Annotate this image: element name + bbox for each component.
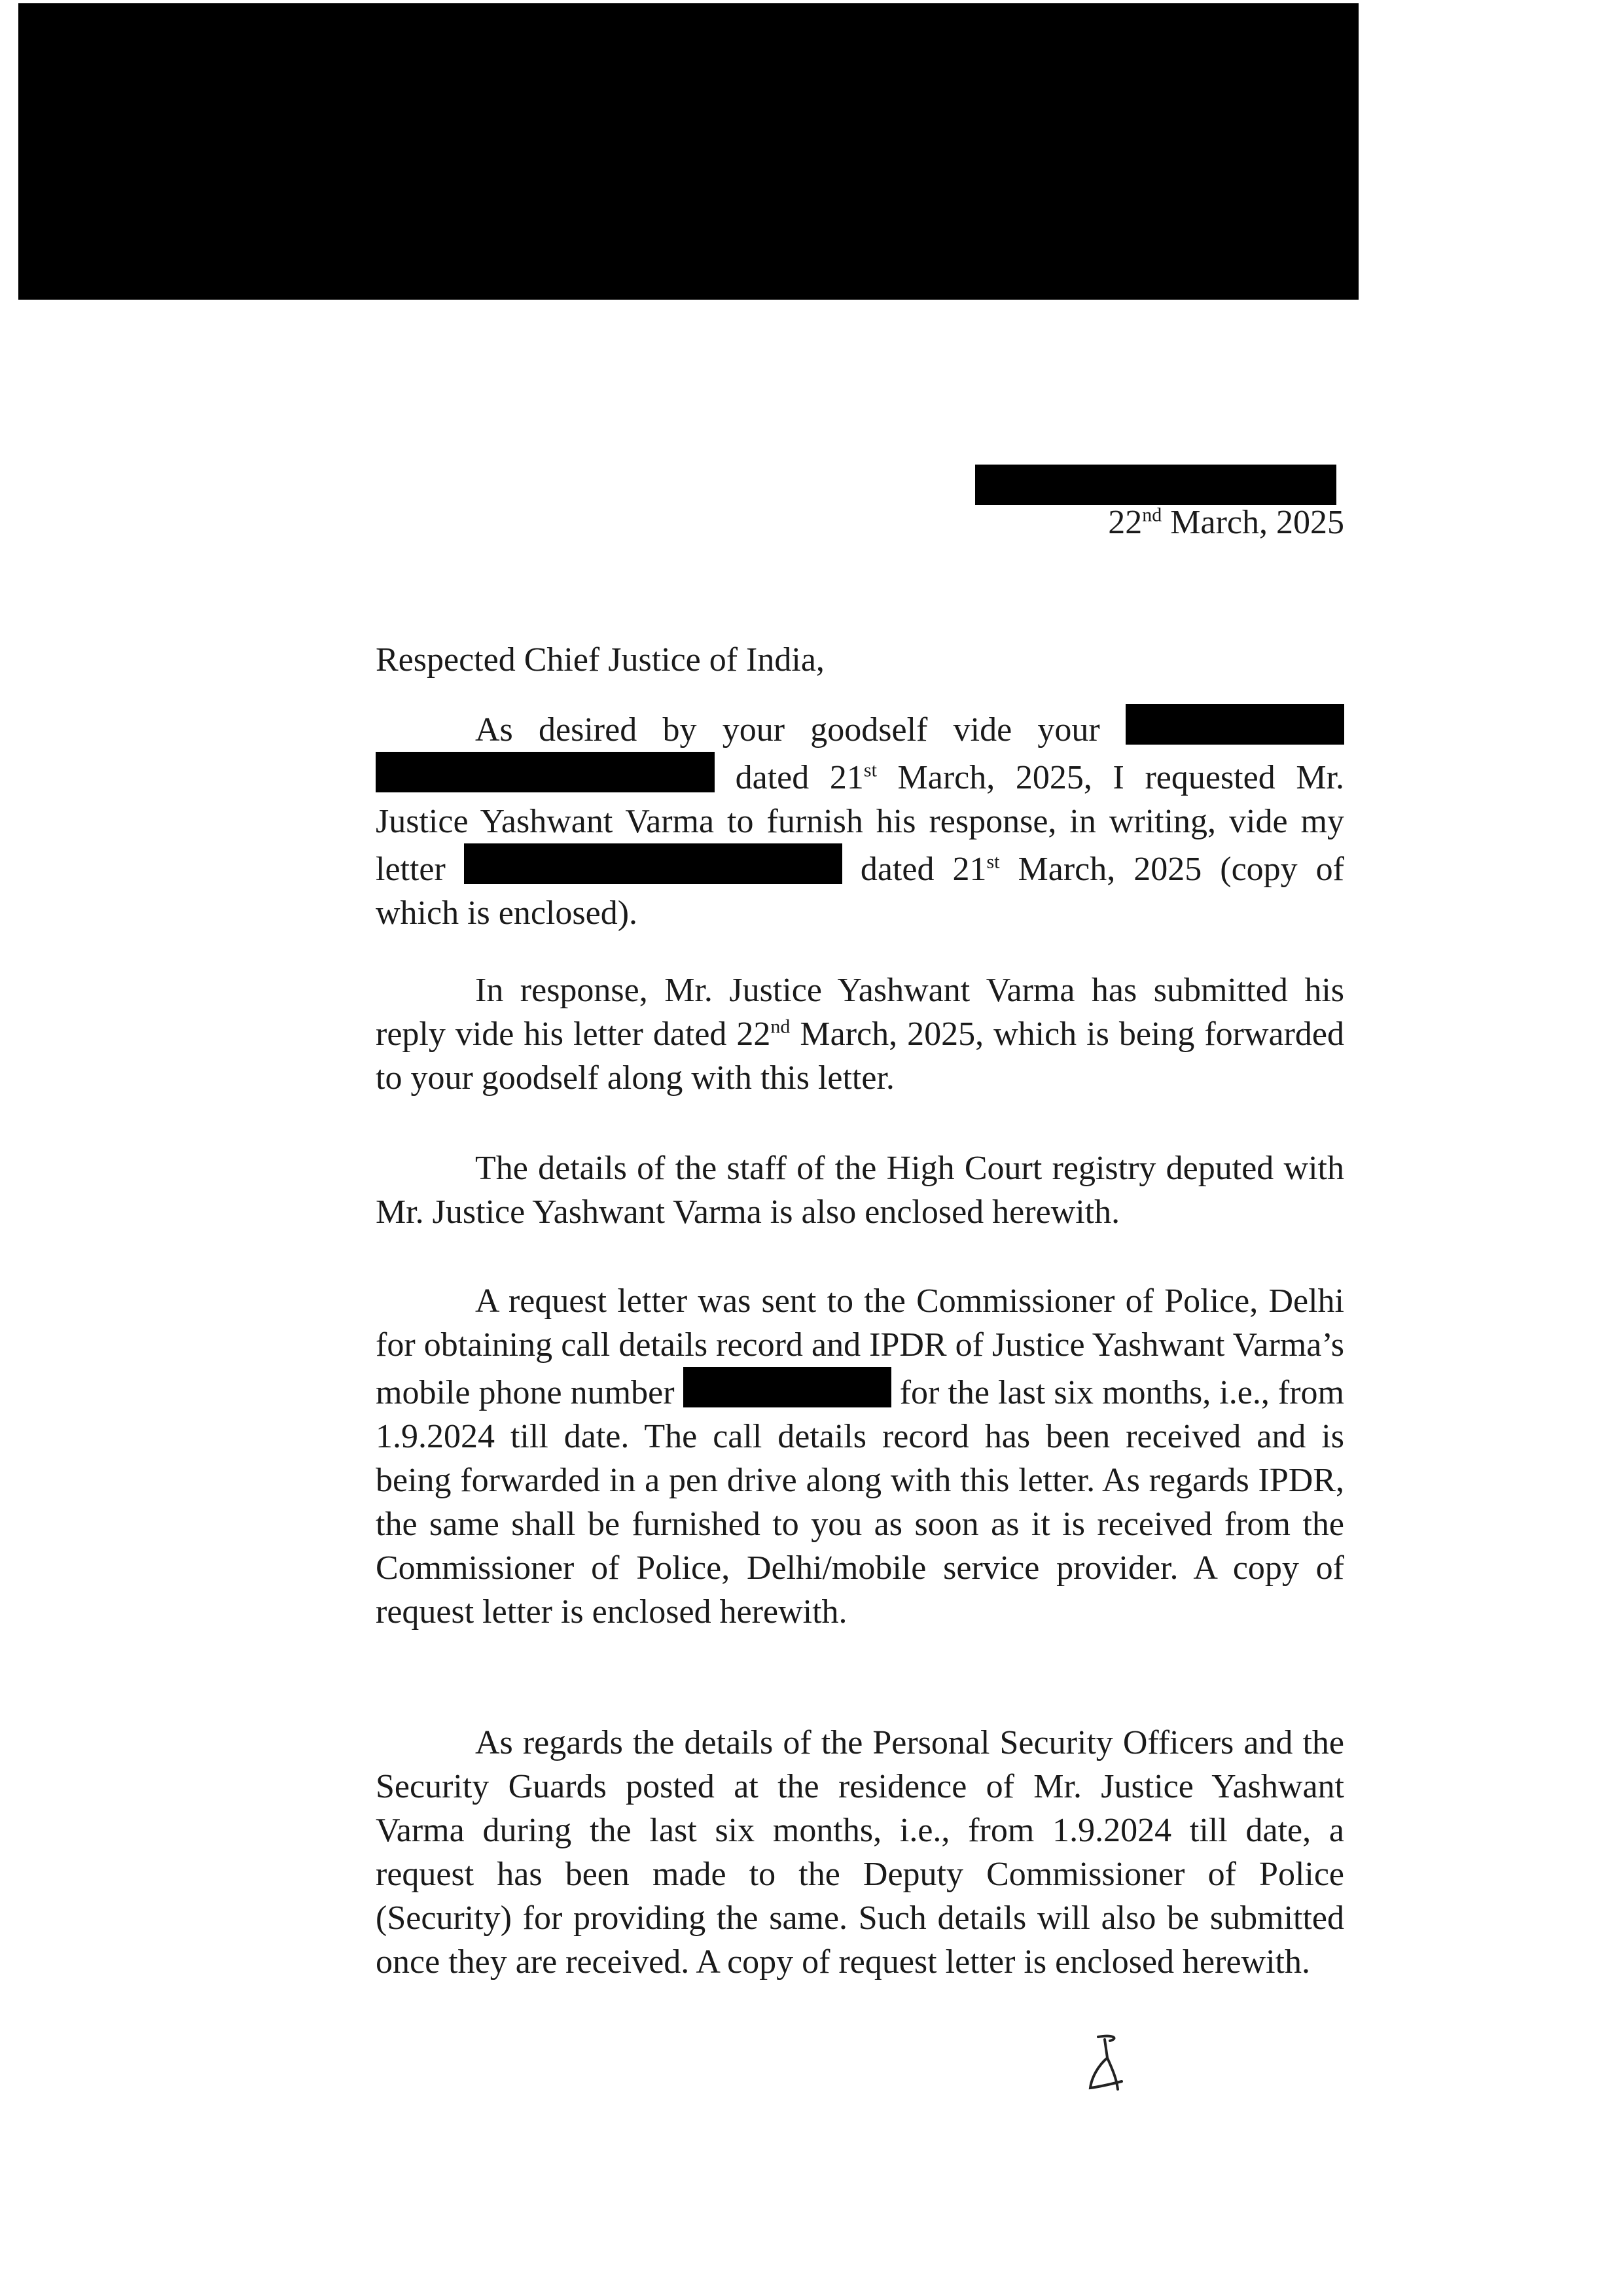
salutation: Respected Chief Justice of India, bbox=[376, 641, 825, 679]
paragraph-5: As regards the details of the Personal Security Officers and the Security Guards posted at the residence of Mr. Justice Yashwant Varma during the last six months, i.e., from 1.9.2024 till date, a request has been made to the Deputy Commissioner of Police (Security) for providing the same. Such details will also be submitted once they are received. A copy of request letter is enclosed herewith. bbox=[376, 1724, 1344, 1981]
paragraph-2: In response, Mr. Justice Yashwant Varma has submitted his reply vide his letter dated 22nd March, 2025, which is being forwarded to your goodself along with this letter. bbox=[376, 972, 1345, 1097]
redacted-phone-number bbox=[683, 1367, 891, 1407]
redacted-reference bbox=[975, 465, 1336, 505]
letter-date: 22nd March, 2025 bbox=[1108, 504, 1344, 541]
paragraph-1: As desired by your goodself vide your dated 21st March, 2025, I requested Mr. Justice Yashwant Varma to furnish his response, in writing, vide my letter dated 21st March, 2025 (copy of which is enclosed). bbox=[376, 704, 1344, 935]
paragraph-4: A request letter was sent to the Commissioner of Police, Delhi for obtaining call details record and IPDR of Justice Yashwant Varma’s mobile phone number for the last six months, i.e., from 1.9.2024 till date. The call details record has been received and is being forwarded in a pen drive along with this letter. As regards IPDR, the same shall be furnished to you as soon as it is received from the Commissioner of Police, Delhi/mobile service provider. A copy of request letter is enclosed herewith. bbox=[376, 1282, 1345, 1631]
redacted-letterhead bbox=[18, 3, 1359, 300]
handwritten-initial bbox=[1079, 2032, 1131, 2097]
redacted-letter-number-2 bbox=[464, 843, 842, 884]
redacted-letter-number-1 bbox=[1126, 704, 1344, 745]
redacted-letter-number-1b bbox=[376, 752, 715, 792]
paragraph-3: The details of the staff of the High Court registry deputed with Mr. Justice Yashwant Varma is also enclosed herewith. bbox=[376, 1150, 1344, 1231]
